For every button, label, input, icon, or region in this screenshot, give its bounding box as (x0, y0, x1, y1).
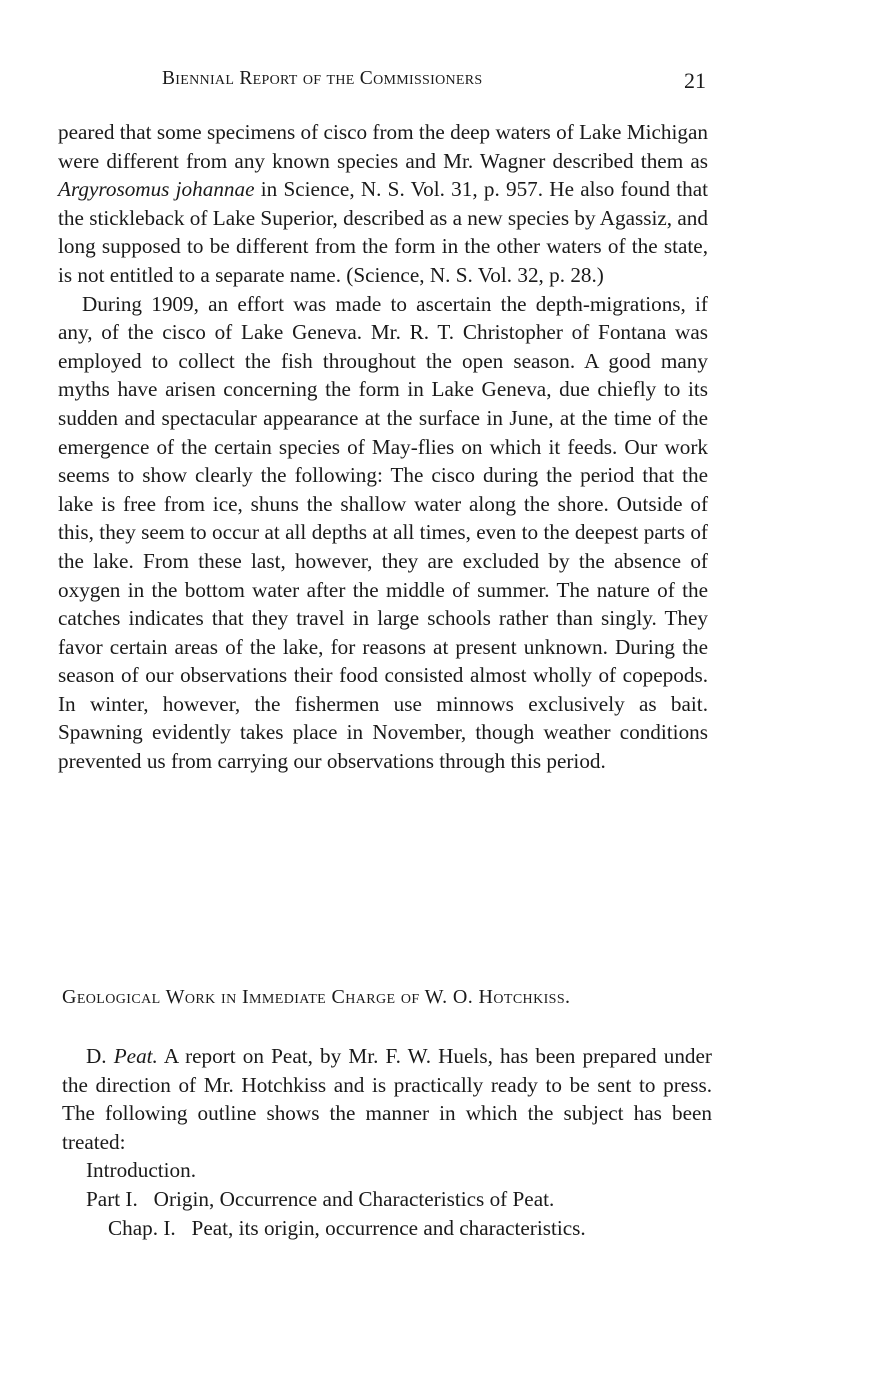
outline-chapter-1: Chap. I. Peat, its origin, occurrence and characteristics. (108, 1215, 586, 1240)
species-name: Argyrosomus johannae (58, 177, 255, 202)
page-header (58, 68, 706, 102)
paragraph-cisco-species-text-b: in Science, N. S. Vol. 31, p. 957. He also found that the stickleback of Lake Superior, described as a new species by Agassiz, and long supposed to be different from the form in the other waters of the state, is not entitled to a separate name. (Science, N. S. Vol. 32, p. 28.) (58, 177, 708, 287)
peat-label: D. (86, 1044, 114, 1068)
paragraph-lake-geneva: During 1909, an effort was made to ascertain the depth-migrations, if any, of the cisco of Lake Geneva. Mr. R. T. Christopher of Fontana was employed to collect the fish throughout the open season. A good many myths have arisen concerning the form in Lake Geneva, due chiefly to its sudden and spectacular appearance at the surface in June, at the time of the emergence of the certain species of May-flies on which it feeds. Our work seems to show clearly the following: The cisco during the period that the lake is free from ice, shuns the shallow water along the shore. Outside of this, they seem to occur at all depths at all times, even to the deepest parts of the lake. From these last, however, they are excluded by the absence of oxygen in the bottom water after the middle of summer. The nature of the catches indicates that they travel in large schools rather than singly. They favor certain areas of the lake, for reasons at present unknown. During the season of our observations their food consisted almost wholly of copepods. In winter, however, the fishermen use minnows exclusively as bait. Spawning evidently takes place in November, though weather conditions prevented us from carrying our observations through this period. (58, 291, 708, 774)
running-title: Biennial Report of the Commissioners (162, 68, 483, 89)
peat-section (62, 1042, 712, 1242)
outline-introduction: Introduction. (86, 1158, 197, 1183)
peat-label-italic: Peat. (113, 1044, 158, 1068)
body-text (58, 118, 708, 776)
outline-part-1: Part I. Origin, Occurrence and Characteristics of Peat. (86, 1186, 555, 1211)
peat-text: A report on Peat, by Mr. F. W. Huels, has been prepared under the direction of Mr. Hotchkiss and is practically ready to be sent to press. The following outline shows the manner in which the subject has been treated: (62, 1044, 712, 1154)
section-heading: Geological Work in Immediate Charge of W. O. Hotchkiss. (62, 986, 571, 1008)
page-number: 21 (684, 68, 706, 93)
paragraph-cisco-species (58, 118, 708, 290)
paragraph-cisco-species-text-a: peared that some specimens of cisco from the deep waters of Lake Michigan were different from any known species and Mr. Wagner described them as (58, 120, 708, 173)
paragraph-peat (62, 1042, 712, 1156)
